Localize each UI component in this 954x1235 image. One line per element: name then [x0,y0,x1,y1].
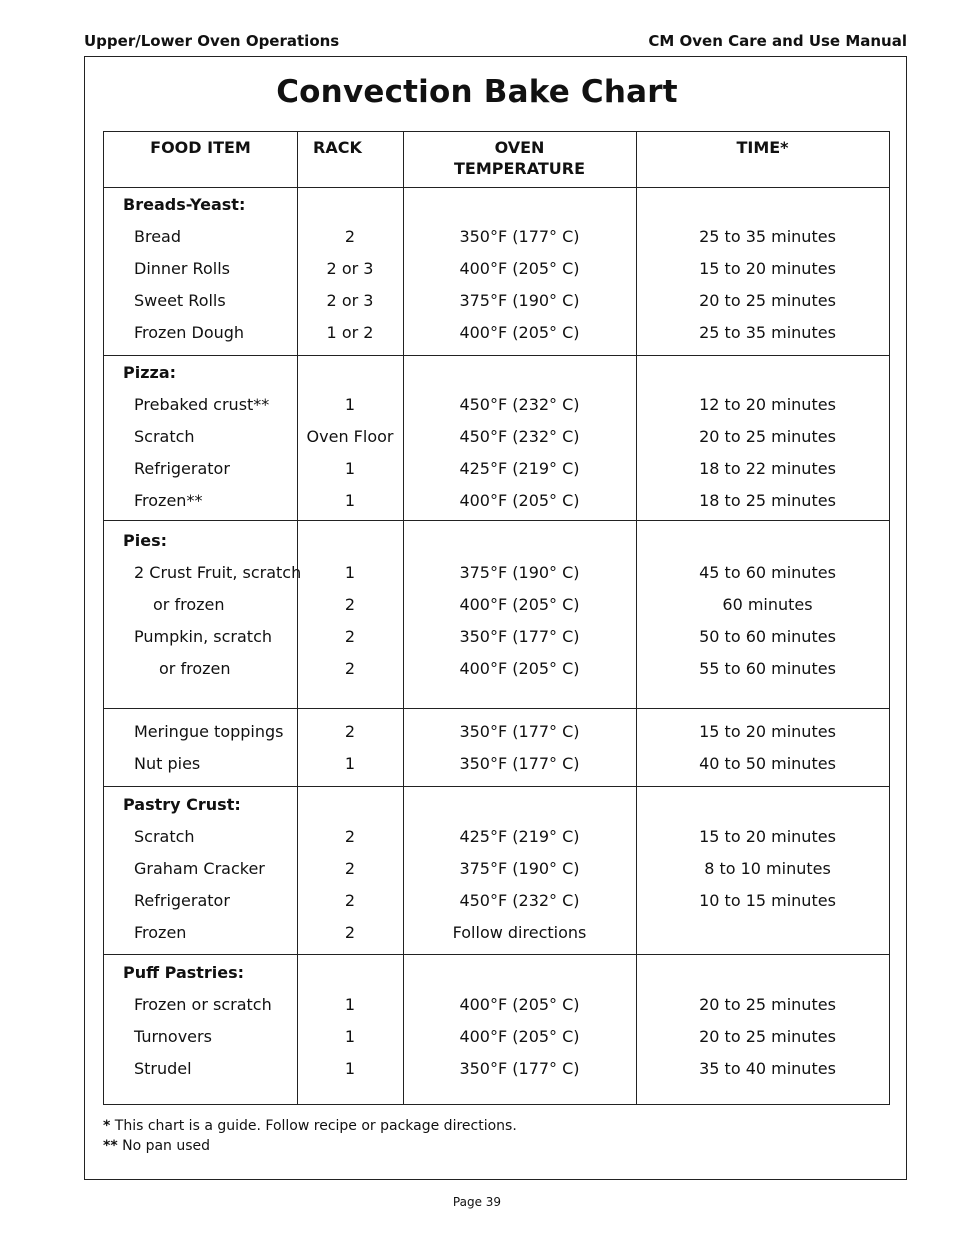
rack-cell: 2 [344,627,356,646]
bake-chart-table [103,131,890,1105]
time-cell: 25 to 35 minutes [699,227,836,246]
temperature-cell: 375°F (190° C) [459,291,580,310]
time-cell: 18 to 25 minutes [699,491,836,510]
food-item-cell: or frozen [159,659,231,678]
food-item-cell: Turnovers [134,1027,212,1046]
header-manual-title: CM Oven Care and Use Manual [648,32,907,50]
rack-cell: 2 or 3 [326,291,374,310]
footnote-text: This chart is a guide. Follow recipe or package directions. [110,1118,517,1134]
rack-cell: 1 [344,754,356,773]
temperature-cell: 375°F (190° C) [459,859,580,878]
food-item-cell: Bread [134,227,182,246]
temperature-cell: Follow directions [452,923,587,942]
footnote-no-pan [103,1136,210,1156]
rack-cell: 1 or 2 [326,323,374,342]
rack-cell: 1 [344,491,356,510]
temperature-cell: 450°F (232° C) [459,891,580,910]
temperature-cell: 450°F (232° C) [459,395,580,414]
column-header-rack: RACK [313,138,362,157]
food-item-cell: Strudel [134,1059,192,1078]
column-header-temperature-line2: TEMPERATURE [453,159,586,178]
temperature-cell: 350°F (177° C) [459,754,580,773]
time-cell: 40 to 50 minutes [699,754,836,773]
temperature-cell: 400°F (205° C) [459,323,580,342]
food-item-cell: Sweet Rolls [134,291,226,310]
food-item-cell: Scratch [134,427,195,446]
food-item-cell: Meringue toppings [134,722,284,741]
food-item-cell: Refrigerator [134,891,230,910]
time-cell: 25 to 35 minutes [699,323,836,342]
header-divider [104,187,889,188]
food-item-cell: Refrigerator [134,459,230,478]
temperature-cell: 400°F (205° C) [459,491,580,510]
temperature-cell: 350°F (177° C) [459,722,580,741]
rack-cell: 2 or 3 [326,259,374,278]
section-title: Pies: [123,531,167,550]
time-cell: 12 to 20 minutes [699,395,836,414]
time-cell: 10 to 15 minutes [699,891,836,910]
section-divider [104,954,889,955]
food-item-cell: Prebaked crust** [134,395,270,414]
temperature-cell: 400°F (205° C) [459,1027,580,1046]
rack-cell: 1 [344,563,356,582]
section-divider [104,355,889,356]
time-cell: 55 to 60 minutes [699,659,836,678]
column-header-food: FOOD ITEM [150,138,251,157]
rack-cell: 2 [344,891,356,910]
temperature-cell: 350°F (177° C) [459,227,580,246]
footnote-mark: ** [103,1138,118,1154]
time-cell: 35 to 40 minutes [699,1059,836,1078]
column-header-temperature-line1: OVEN [494,138,545,157]
rack-cell: 2 [344,227,356,246]
section-title: Breads-Yeast: [123,195,246,214]
page-title: Convection Bake Chart [276,74,678,110]
time-cell: 20 to 25 minutes [699,291,836,310]
rack-cell: 1 [344,395,356,414]
temperature-cell: 425°F (219° C) [459,827,580,846]
time-cell: 45 to 60 minutes [699,563,836,582]
food-item-cell: 2 Crust Fruit, scratch [134,563,302,582]
temperature-cell: 425°F (219° C) [459,459,580,478]
rack-cell: 2 [344,659,356,678]
rack-cell: 1 [344,995,356,1014]
time-cell: 20 to 25 minutes [699,995,836,1014]
temperature-cell: 400°F (205° C) [459,259,580,278]
temperature-cell: 350°F (177° C) [459,1059,580,1078]
rack-cell: 2 [344,923,356,942]
time-cell: 15 to 20 minutes [699,722,836,741]
food-item-cell: Nut pies [134,754,201,773]
section-divider [104,520,889,521]
time-cell: 18 to 22 minutes [699,459,836,478]
rack-cell: 2 [344,827,356,846]
food-item-cell: Frozen Dough [134,323,245,342]
page-number: Page 39 [452,1195,502,1209]
rack-cell: 2 [344,722,356,741]
temperature-cell: 375°F (190° C) [459,563,580,582]
time-cell: 20 to 25 minutes [699,427,836,446]
section-title: Puff Pastries: [123,963,245,982]
temperature-cell: 400°F (205° C) [459,995,580,1014]
rack-cell: 1 [344,1027,356,1046]
food-item-cell: Pumpkin, scratch [134,627,272,646]
rack-cell: 1 [344,459,356,478]
footnote-mark: * [103,1118,111,1134]
food-item-cell: or frozen [153,595,225,614]
section-divider [104,786,889,787]
section-divider [104,708,889,709]
temperature-cell: 350°F (177° C) [459,627,580,646]
time-cell: 50 to 60 minutes [699,627,836,646]
rack-cell: 2 [344,595,356,614]
food-item-cell: Dinner Rolls [134,259,230,278]
time-cell: 15 to 20 minutes [699,259,836,278]
time-cell: 8 to 10 minutes [704,859,831,878]
section-title: Pizza: [123,363,177,382]
temperature-cell: 400°F (205° C) [459,595,580,614]
time-cell: 60 minutes [722,595,813,614]
food-item-cell: Frozen or scratch [134,995,272,1014]
food-item-cell: Graham Cracker [134,859,265,878]
header-section-title: Upper/Lower Oven Operations [84,32,340,50]
temperature-cell: 450°F (232° C) [459,427,580,446]
temperature-cell: 400°F (205° C) [459,659,580,678]
footnote-text: No pan used [117,1138,211,1154]
rack-cell: 2 [344,859,356,878]
food-item-cell: Scratch [134,827,195,846]
footnote-guide [103,1116,517,1136]
rack-cell: 1 [344,1059,356,1078]
food-item-cell: Frozen [134,923,187,942]
time-cell: 15 to 20 minutes [699,827,836,846]
time-cell: 20 to 25 minutes [699,1027,836,1046]
section-title: Pastry Crust: [123,795,241,814]
column-header-time: TIME* [736,138,789,157]
rack-cell: Oven Floor [306,427,394,446]
food-item-cell: Frozen** [134,491,203,510]
